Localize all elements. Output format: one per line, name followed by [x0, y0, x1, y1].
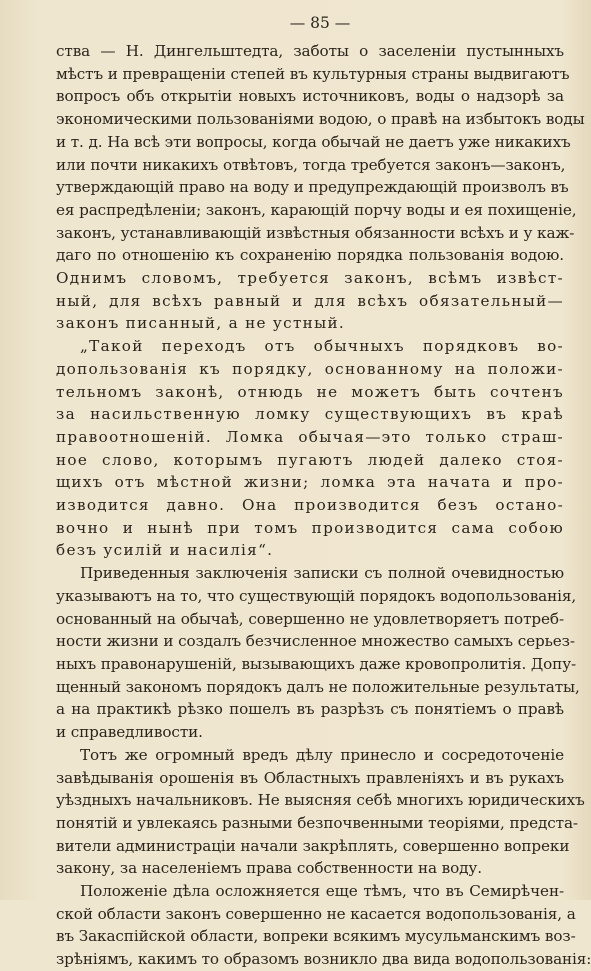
text-line: а на практикѣ рѣзко пошелъ въ разрѣзъ съ понятіемъ о правѣ	[56, 700, 564, 719]
text-line: вочно и нынѣ при томъ производится сама собою	[56, 518, 564, 537]
text-line: ея распредѣленіи; законъ, карающій порчу воды и ея похищеніе,	[56, 200, 577, 219]
text-line: мѣстъ и превращеніи степей въ культурныя страны выдвигаютъ	[56, 64, 570, 83]
text-line: ныхъ правонарушеній, вызывающихъ даже кровопролитія. Допу-	[56, 654, 577, 673]
page-number: — 85 —	[289, 14, 351, 32]
paragraph	[56, 562, 580, 744]
text-line: и т. д. На всѣ эти вопросы, когда обычай не даетъ уже никакихъ	[56, 132, 571, 151]
text-line: зрѣніямъ, какимъ то образомъ возникло два вида водопользованія:	[56, 950, 591, 969]
text-line: основанный на обычаѣ, совершенно не удовлетворяетъ потреб-	[56, 609, 564, 628]
text-line: Однимъ словомъ, требуется законъ, всѣмъ извѣст-	[56, 269, 564, 288]
text-line: Тотъ же огромный вредъ дѣлу принесло и сосредоточеніе	[80, 745, 564, 764]
text-line: вопросъ объ открытіи новыхъ источниковъ, воды о надзорѣ за	[56, 87, 564, 106]
text-line: правоотношеній. Ломка обычая—это только страш-	[56, 427, 564, 446]
text-line: щенный закономъ порядокъ далъ не положительные результаты,	[56, 677, 580, 696]
text-line: изводится давно. Она производится безъ остано-	[56, 496, 564, 515]
text-line: и справедливости.	[56, 723, 203, 742]
text-line: вители администраціи начали закрѣплять, совершенно вопреки	[56, 836, 570, 855]
text-line: или почти никакихъ отвѣтовъ, тогда требуется законъ—законъ,	[56, 155, 566, 174]
text-line: тельномъ законѣ, отнюдь не можетъ быть сочтенъ	[56, 382, 564, 401]
text-line: въ Закаспійской области, вопреки всякимъ мусульманскимъ воз-	[56, 927, 576, 946]
text-line: ства — Н. Дингельштедта, заботы о заселеніи пустынныхъ	[56, 42, 564, 60]
paragraph	[56, 335, 564, 562]
text-line: утверждающій право на воду и предупреждающій произволъ въ	[56, 178, 569, 197]
paragraph	[56, 744, 585, 880]
text-line: допользованія къ порядку, основанному на положи-	[56, 359, 564, 378]
text-line: даго по отношенію къ сохраненію порядка пользованія водою.	[56, 246, 564, 265]
text-line: ный, для всѣхъ равный и для всѣхъ обязательный—	[56, 291, 564, 310]
text-line: указываютъ на то, что существующій порядокъ водопользованія,	[56, 586, 577, 605]
text-line: экономическими пользованіями водою, о правѣ на избытокъ воды	[56, 110, 585, 129]
text-line: за насильственную ломку существующихъ въ краѣ	[56, 405, 564, 424]
text-line: уѣздныхъ начальниковъ. Не выясняя себѣ многихъ юридическихъ	[56, 791, 585, 810]
text-line: закону, за населеніемъ права собственности на воду.	[56, 859, 482, 878]
text-line: завѣдыванія орошенія въ Областныхъ правленіяхъ и въ рукахъ	[56, 768, 564, 787]
text-line: понятій и увлекаясь разными безпочвенными теоріями, предста-	[56, 813, 578, 832]
text-line: Положеніе дѣла осложняется еще тѣмъ, что въ Семирѣчен-	[80, 882, 564, 901]
text-line: безъ усилій и насилія“.	[56, 541, 274, 560]
text-line: законъ писанный, а не устный.	[56, 314, 346, 333]
text-line: Приведенныя заключенія записки съ полной очевидностью	[80, 564, 564, 583]
body-text	[56, 40, 591, 971]
paragraph	[56, 40, 585, 335]
text-line: „Такой переходъ отъ обычныхъ порядковъ во-	[80, 337, 564, 356]
text-line: законъ, устанавливающій извѣстныя обязанности всѣхъ и у каж-	[56, 223, 575, 242]
text-line: ное слово, которымъ пугаютъ людей далеко стоя-	[56, 450, 564, 469]
text-line: ской области законъ совершенно не касается водопользованія, а	[56, 904, 576, 923]
text-line: ности жизни и создалъ безчисленное множество самыхъ серьез-	[56, 632, 575, 651]
text-line: щихъ отъ мѣстной жизни; ломка эта начата и про-	[56, 473, 564, 492]
paragraph	[56, 880, 591, 971]
